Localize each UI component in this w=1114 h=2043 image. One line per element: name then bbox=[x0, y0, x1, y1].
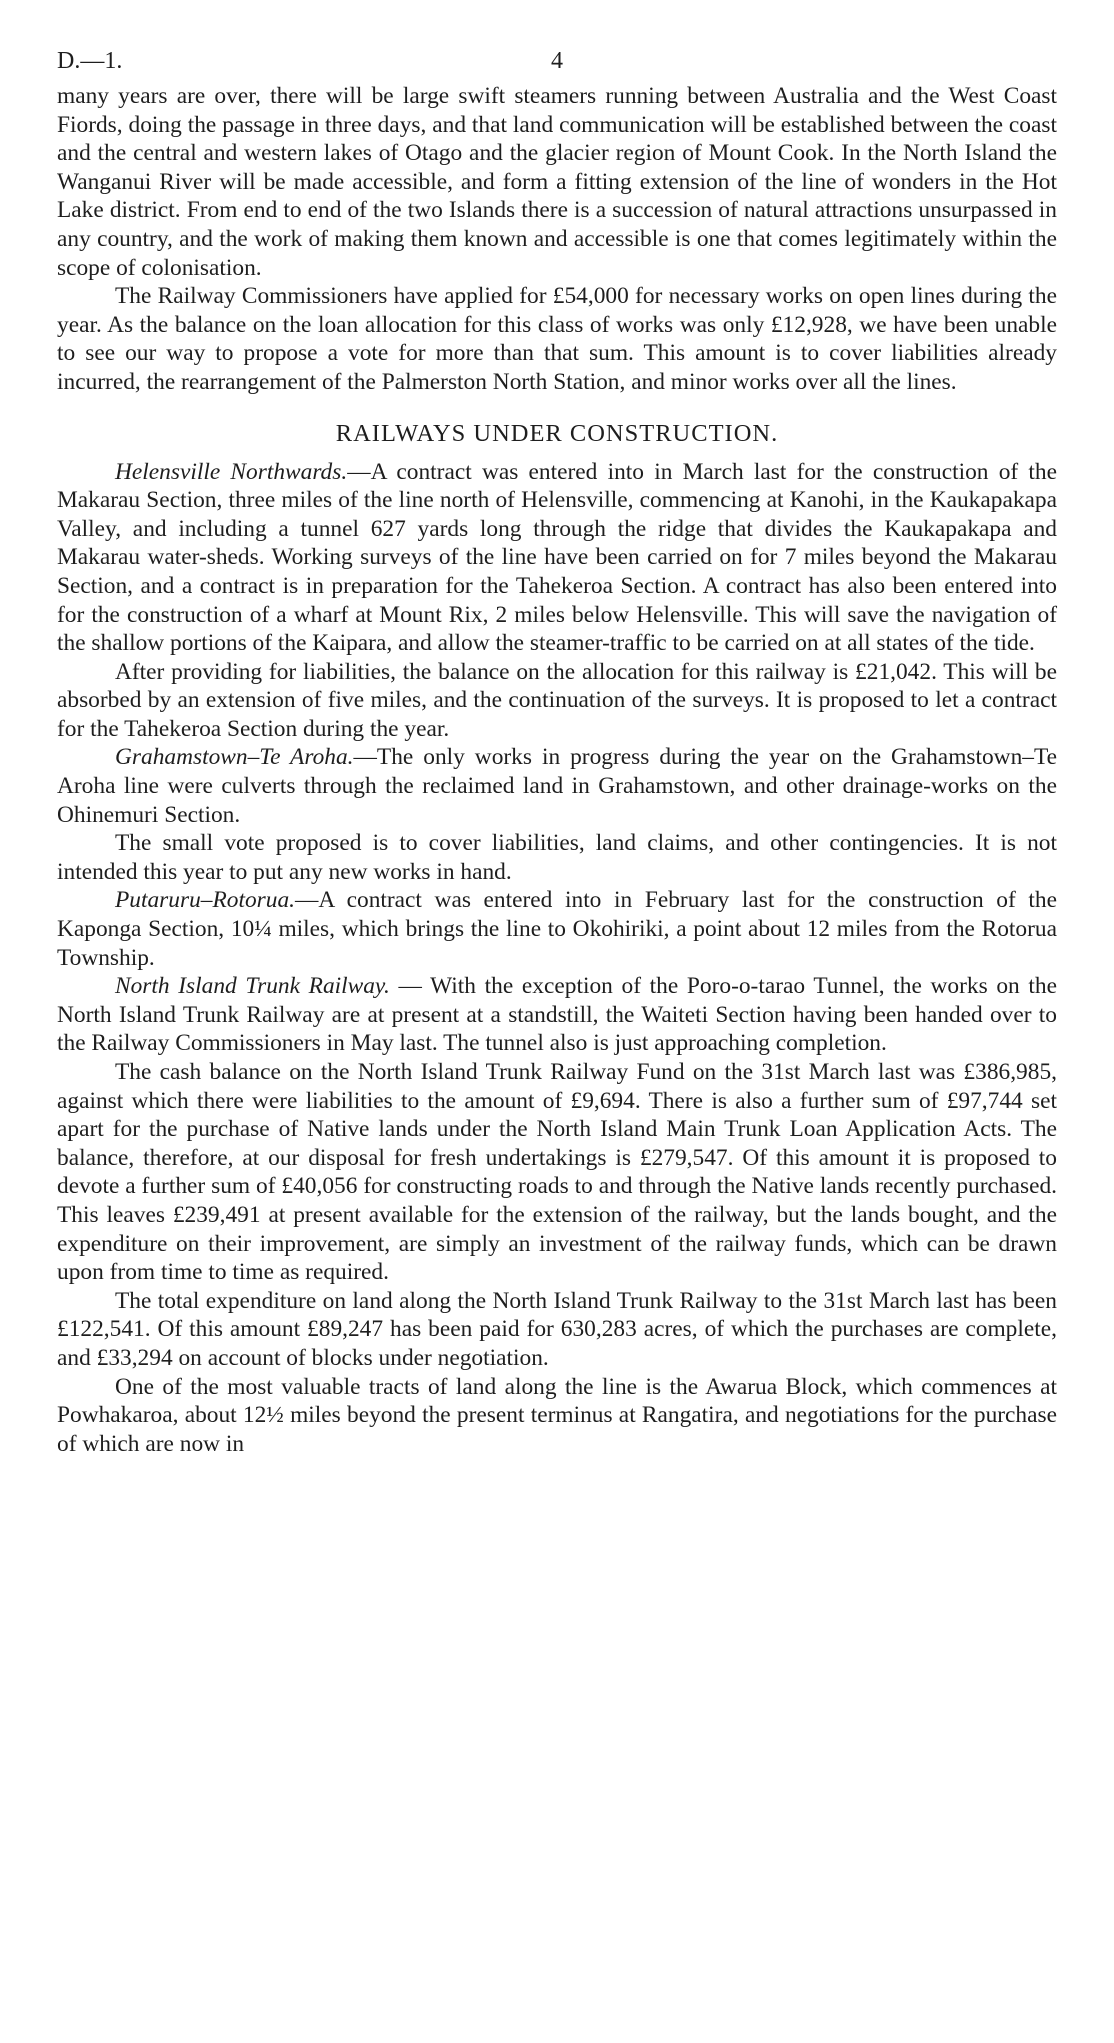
page-number: 4 bbox=[551, 48, 563, 74]
trunk-title: North Island Trunk Railway. bbox=[115, 973, 390, 1000]
trunk-paragraph bbox=[57, 972, 1057, 1058]
grahamstown-text: —The only works in progress during the year on the Grahamstown–Te Aroha line were culverts through the reclaimed land in Grahamstown, and other drainage-works on the Ohinemuri Section. bbox=[57, 744, 1057, 828]
trunk-paragraph-3: The total expenditure on land along the North Island Trunk Railway to the 31st March last has been £122,541. Of this amount £89,247 has been paid for 630,283 acres, of which the purchases are complete, and £33,294 on account of blocks under negotiation. bbox=[57, 1287, 1057, 1371]
document-reference: D.—1. bbox=[57, 48, 123, 74]
grahamstown-paragraph-2: The small vote proposed is to cover liabilities, land claims, and other contingencies. It is not intended this year to put any new works in hand. bbox=[57, 830, 1057, 885]
grahamstown-title: Grahamstown–Te Aroha. bbox=[115, 744, 354, 771]
helensville-text: —A contract was entered into in March last for the construction of the Makarau Section, three miles of the line north of Helensville, commencing at Kanohi, in the Kaukapakapa Valley, and including a tunnel 627 yards long through the ridge that divides the Kaukapakapa and Makarau water-sheds. Working surveys of the line have been carried on for 7 miles beyond the Makarau Section, and a contract is in preparation for the Tahekeroa Section. A contract has also been entered into for the construction of a wharf at Mount Rix, 2 miles below Helensville. This will save the navigation of the shallow portions of the Kaipara, and allow the steamer-traffic to be carried on at all states of the tide. bbox=[57, 458, 1057, 657]
document-page bbox=[57, 44, 1057, 1458]
trunk-paragraph-4: One of the most valuable tracts of land along the line is the Awarua Block, which commences at Powhakaroa, about 12½ miles beyond the present terminus at Rangatira, and negotiations for the purchase of which are now in bbox=[57, 1373, 1057, 1457]
document-body bbox=[57, 82, 1057, 1458]
putaruru-paragraph bbox=[57, 886, 1057, 972]
helensville-title: Helensville Northwards. bbox=[115, 458, 348, 485]
putaruru-text: —A contract was entered into in February last for the construction of the Kaponga Section, 10¼ miles, which brings the line to Okohiriki, a point about 12 miles from the Rotorua Township. bbox=[57, 887, 1057, 971]
helensville-paragraph bbox=[57, 458, 1057, 658]
intro-paragraph-1: many years are over, there will be large swift steamers running between Australia and the West Coast Fiords, doing the passage in three days, and that land communication will be established between the coast and the central and western lakes of Otago and the glacier region of Mount Cook. In the North Island the Wanganui River will be made accessible, and form a fitting extension of the line of wonders in the Hot Lake district. From end to end of the two Islands there is a succession of natural attractions unsurpassed in any country, and the work of making them known and accessible is one that comes legitimately within the scope of colonisation. bbox=[57, 83, 1057, 281]
section-heading: RAILWAYS UNDER CONSTRUCTION. bbox=[335, 419, 779, 447]
intro-paragraph-2: The Railway Commissioners have applied for £54,000 for necessary works on open lines during the year. As the balance on the loan allocation for this class of works was only £12,928, we have been unable to see our way to propose a vote for more than that sum. This amount is to cover liabilities already incurred, the rearrangement of the Palmerston North Station, and minor works over all the lines. bbox=[57, 283, 1057, 395]
trunk-text: — With the exception of the Poro-o-tarao Tunnel, the works on the North Island Trunk Railway are at present at a standstill, the Waiteti Section having been handed over to the Railway Commissioners in May last. The tunnel also is just approaching completion. bbox=[57, 973, 1057, 1057]
page-header bbox=[57, 44, 1057, 82]
helensville-paragraph-2: After providing for liabilities, the balance on the allocation for this railway is £21,042. This will be absorbed by an extension of five miles, and the continuation of the surveys. It is proposed to let a contract for the Tahekeroa Section during the year. bbox=[57, 658, 1057, 742]
putaruru-title: Putaruru–Rotorua. bbox=[115, 887, 295, 914]
trunk-paragraph-2: The cash balance on the North Island Trunk Railway Fund on the 31st March last was £386,985, against which there were liabilities to the amount of £9,694. There is also a further sum of £97,744 set apart for the purchase of Native lands under the North Island Main Trunk Loan Application Acts. The balance, therefore, at our disposal for fresh undertakings is £279,547. Of this amount it is proposed to devote a further sum of £40,056 for constructing roads to and through the Native lands recently purchased. This leaves £239,491 at present available for the extension of the railway, but the lands bought, and the expenditure on their improvement, are simply an investment of the railway funds, which can be drawn upon from time to time as required. bbox=[57, 1059, 1057, 1286]
grahamstown-paragraph bbox=[57, 743, 1057, 829]
